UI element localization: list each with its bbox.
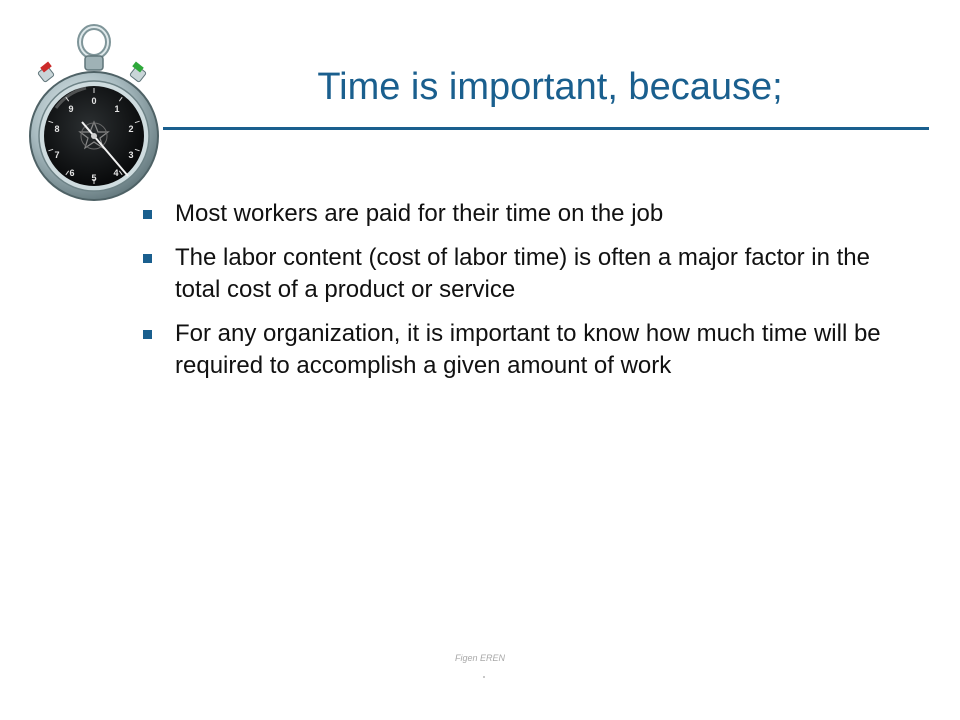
dial-number: 5 <box>91 173 97 183</box>
square-bullet-icon <box>143 330 152 339</box>
dial-number: 1 <box>114 104 120 114</box>
footer-dot <box>483 676 485 678</box>
dial-number: 0 <box>91 96 97 106</box>
bullet-item <box>140 242 920 306</box>
bullet-list <box>140 198 920 394</box>
square-bullet-icon <box>143 254 152 263</box>
title-divider <box>163 127 929 130</box>
stopwatch-left-button <box>38 62 55 83</box>
bullet-text: For any organization, it is important to know how much time will be required to accomplish a given amount of work <box>175 320 881 379</box>
bullet-text: Most workers are paid for their time on the job <box>175 200 664 227</box>
bullet-item <box>140 318 920 382</box>
bullet-text: The labor content (cost of labor time) is often a major factor in the total cost of a product or service <box>175 244 870 303</box>
stopwatch-right-button <box>130 62 147 83</box>
footer-author: Figen EREN <box>454 653 506 663</box>
dial-number: 3 <box>128 150 134 160</box>
stopwatch-crown <box>85 56 103 70</box>
dial-number: 7 <box>54 150 60 160</box>
dial-number: 2 <box>128 124 134 134</box>
stopwatch-icon <box>16 18 166 208</box>
dial-number: 8 <box>54 124 60 134</box>
bullet-item <box>140 198 920 230</box>
dial-number: 9 <box>68 104 74 114</box>
dial-number: 6 <box>69 168 75 178</box>
slide-title: Time is important, because; <box>317 66 783 108</box>
square-bullet-icon <box>143 210 152 219</box>
dial-number: 4 <box>113 168 119 178</box>
